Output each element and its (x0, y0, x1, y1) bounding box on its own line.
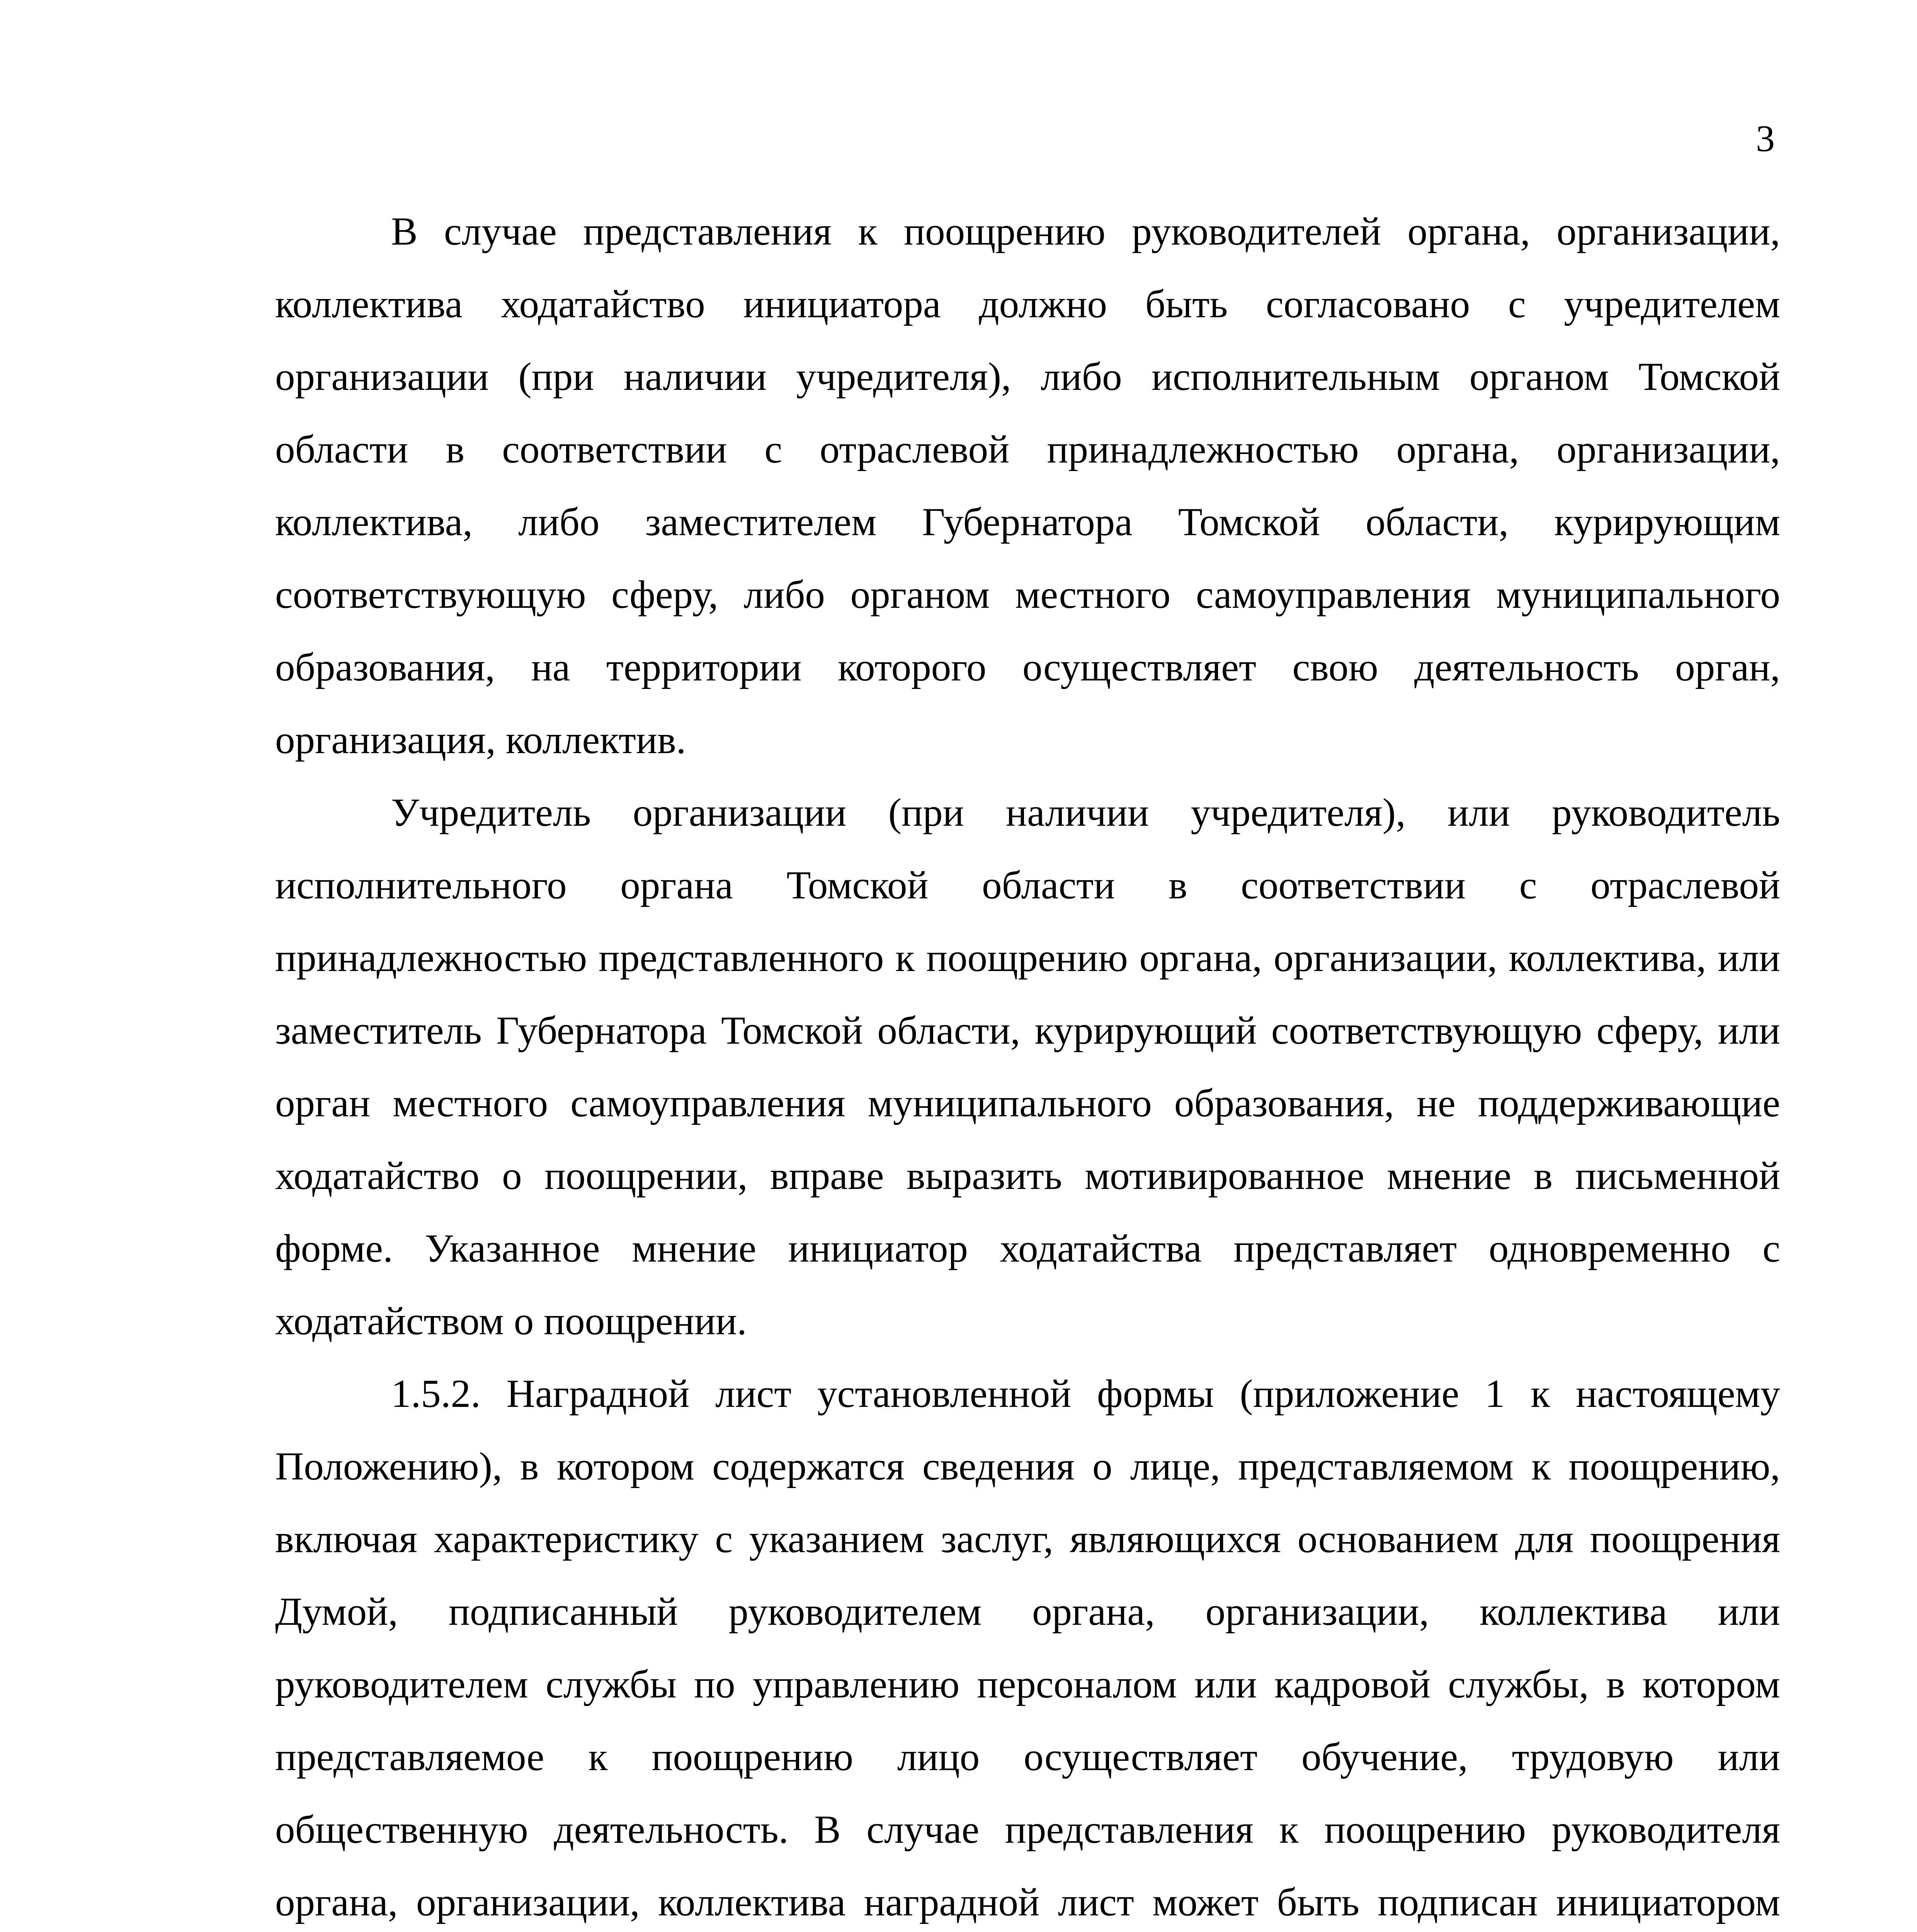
paragraph-approval-of-petition: В случае представления к поощрению руководителей органа, организации, коллектива ходатайство инициатора должно быть согласовано с учредителем организации (при наличии учредителя), либо исполнительным органом Томской области в соответствии с отраслевой принадлежностью органа, организации, коллектива, либо заместителем Губернатора Томской области, курирующим соответствующую сферу, либо органом местного самоуправления муниципального образования, на территории которого осуществляет свою деятельность орган, организация, коллектив. (275, 209, 1780, 762)
paragraph-founder-opinion: Учредитель организации (при наличии учредителя), или руководитель исполнительного органа Томской области в соответствии с отраслевой принадлежностью представленного к поощрению органа, организации, коллектива, или заместитель Губернатора Томской области, курирующий соответствующую сферу, или орган местного самоуправления муниципального образования, не поддерживающие ходатайство о поощрении, вправе выразить мотивированное мнение в письменной форме. Указанное мнение инициатор ходатайства представляет одновременно с ходатайством о поощрении. (275, 791, 1780, 1343)
page-number: 3 (1756, 118, 1775, 160)
paragraph-1-5-2-award-sheet: 1.5.2. Наградной лист установленной формы (приложение 1 к настоящему Положению), в котором содержатся сведения о лице, представляемом к поощрению, включая характеристику с указанием заслуг, являющихся основанием для поощрения Думой, подписанный руководителем органа, организации, коллектива или руководителем службы по управлению персоналом или кадровой службы, в котором представляемое к поощрению лицо осуществляет обучение, трудовую или общественную деятельность. В случае представления к поощрению руководителя органа, организации, коллектива наградной лист может быть подписан инициатором (275, 1372, 1780, 1924)
document-body (275, 195, 1780, 1932)
